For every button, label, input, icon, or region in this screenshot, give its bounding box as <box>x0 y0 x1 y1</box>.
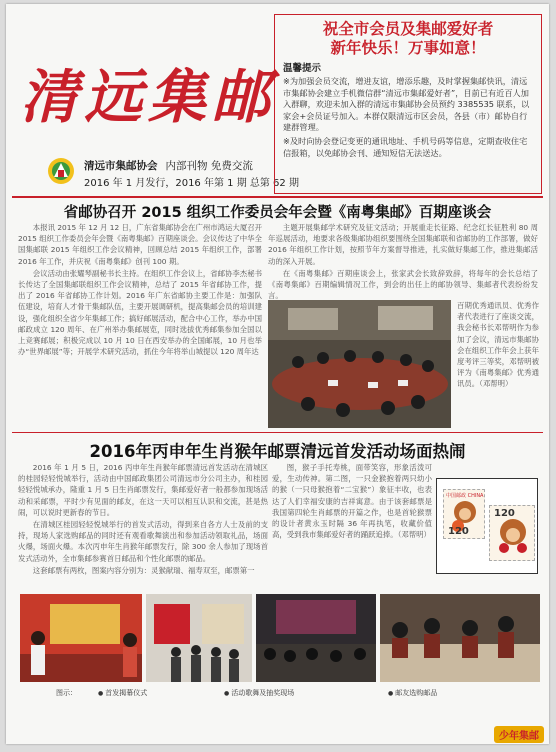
photo-performance <box>256 594 376 682</box>
article2-column-right <box>272 462 432 588</box>
article1-column-side <box>457 300 539 428</box>
photo-unveiling <box>146 594 252 682</box>
youth-philately-badge: 少年集邮 <box>494 726 544 743</box>
stamp-monkey-2 <box>489 505 535 561</box>
zodiac-stamp-set <box>436 478 538 574</box>
article1-column-right <box>268 222 538 301</box>
org-tagline: 内部刊物 免费交流 <box>165 160 253 172</box>
org-name: 清远市集邮协会 <box>84 160 158 172</box>
ceremony-photo-image <box>20 594 142 682</box>
masthead <box>6 4 549 194</box>
article2-paragraph: 在清城区桂园轻轻悦城举行的首发式活动，得到来自各方人士及前的支持，现场人家选购邮品的同时还有观看歌舞演出和参加活动领取礼品，场面火爆，场面火爆。本次丙申年生肖猴年邮票发行，除 300 余人参加了现场首发式活动外，全市集邮参赛首日邮品和个性化邮票的邮品。 <box>18 520 268 563</box>
new-year-greeting-line1: 祝全市会员及集邮爱好者 <box>322 19 494 38</box>
photo-buying-stamps <box>380 594 540 682</box>
association-logo-icon <box>46 156 76 186</box>
article2-paragraph: 这套邮票有两枚，图案内容分别为：灵猴献瑞、福寿双至，邮票第一 <box>32 565 255 575</box>
newsletter-title: 清远集邮 <box>20 63 277 131</box>
caption-ceremony: ● 首发揭幕仪式 <box>98 688 147 698</box>
article1-side-text: 百期优秀通讯员、优秀作者代表进行了座谈交流，我会秘书长邓帮明作为参加了会议，清远市集邮协会在组织工作年会上获年度考评三等奖，邓帮明被评为《南粤集邮》优秀通讯员。（邓帮明） <box>457 301 539 389</box>
article1-column-left <box>18 222 262 432</box>
caption-buying: ● 邮友选购邮品 <box>388 688 437 698</box>
notice-box <box>274 14 542 194</box>
performance-photo-image <box>256 594 376 682</box>
divider <box>12 196 543 198</box>
notice-item-address: ※及时向协会登记变更的通讯地址、手机号码等信息，定期查收住宅信报箱，以免邮协会刊、通知短信无法送达。 <box>283 135 528 158</box>
article1-headline: 省邮协召开 2015 组织工作委员会年会暨《南粤集邮》百期座谈会 <box>63 205 492 221</box>
buying-photo-image <box>380 594 540 682</box>
divider <box>12 432 543 433</box>
meeting-photo <box>268 300 451 428</box>
article1-paragraph: 会议活动由张耀琴副秘书长主持。在组织工作会议上，省邮协李杰秘书长传达了全国集邮联组织工作会议精神，总结了 2015 年省邮协工作，提出了 2016 年省邮协工作计划。2016 年广东省邮协主要工作是：加强队伍建设，培育人才骨干集邮队伍，主要开展调研机，提高集邮会员的培训建设，强化组织全省少年集邮工作；搞好邮展活动，配合中心工作，举办中国邮政成立 120 周年、在广州举办集邮展览，同时选拔优秀邮集参加全国以上竞赛邮展；积极完成以 10 月 10 日在西安举办的全国邮展，10 月也举办“世界邮展”等；开展学术研究活动，抓住今年将举山城提以 120 周年达 <box>18 268 262 357</box>
notice-title: 温馨提示 <box>283 63 322 74</box>
newsletter-page <box>6 4 549 744</box>
org-name-line <box>84 158 253 173</box>
meeting-photo-image <box>268 300 451 428</box>
article2-headline: 2016年丙申年生肖猴年邮票清远首发活动场面热闹 <box>89 442 466 461</box>
org-info <box>46 156 299 192</box>
article1-paragraph: 在《南粤集邮》百期座谈会上，张家武会长致辞致辞，将每年的会长总结了《南粤集邮》百期编辑情况工作，到会的出任上的邮协领导、集邮者代表纷纷发言。 <box>268 268 538 301</box>
article2-paragraph: 2016 年 1 月 5 日，2016 丙申年生肖猴年邮票清远首发活动在清城区的桂园轻轻悦城举行，活动由中国邮政集团公司清远市分公司主办，和桂园轻轻悦城承办，隆重 1 月 5 日生肖邮票发行，集邮爱好者一般都参加现场活动和采邮票，平时少有见面的邮友，在这一天可以相互认识和交流，甚是热闹，可以说时更新春的节日。 <box>18 463 268 517</box>
caption-prefix <box>56 688 77 698</box>
caption-performance: ● 活动歌舞及抽奖现场 <box>224 688 294 698</box>
issue-info: 2016 年 1 月发行，2016 年第 1 期 总第 62 期 <box>84 178 299 189</box>
stamp-monkey-1 <box>443 489 485 539</box>
article2-column-left <box>18 462 268 588</box>
photo-opening-ceremony <box>20 594 142 682</box>
stamp-denomination: 120 <box>494 508 515 519</box>
stamp-country-label: 中国邮政 CHINA <box>446 493 484 499</box>
unveiling-photo-image <box>146 594 252 682</box>
article2-paragraph: 图，猴子手托寿桃，面带笑容，形象活泼可爱，生动传神。第二图，一只金猴抱着两只幼小的猴（一只母猴抱着“二宝猴”）象征丰收，也表达了人们幸福安康的吉祥寓意。由于该套邮票是我国第四轮生肖邮票的开篇之作，也是首轮猴票的设计者黄永玉时隔 36 年再执笔，收藏价值高，受到我市集邮爱好者的踊跃追捧。（邓帮明） <box>272 463 432 540</box>
caption-prefix-text: 图示： <box>56 689 77 697</box>
article1-paragraph: 主题开展集邮学术研究及征文活动；开展重走长征路、纪念红长征胜利 80 周年巡展活动，地要求各级集邮协组织要围绕全国集邮联和省邮协的工作部署，做好 2016 年组织工作计划，按照节年方案督导推进，扎实做好集邮工作，推进集邮活动的深入开展。 <box>268 223 538 266</box>
article1-paragraph: 本报讯 2015 年 12 月 12 日，广东省集邮协会在广州市鸿运大厦召开 2015 组织工作委员会年会暨《南粤集邮》百期座谈会。会议传达了中华全国集邮联 2015 年组织工作会议精神，回顾总结 2015 年组织工作，部署 2016 年工作，并庆祝《南粤集邮》创刊 100 期。 <box>18 223 262 266</box>
new-year-greeting-line2: 新年快乐！万事如意！ <box>330 38 486 57</box>
stamp-denomination: 120 <box>448 526 469 537</box>
notice-item-wechat: ※为加强会员交流，增进友谊，增添乐趣，及时掌握集邮快讯，清远市集邮协会建立手机微信群“清远市集邮爱好者”，目前已有近百人加入群聊，欢迎未加入群的清远市集邮协会员预约 3385535 联系，以家会+会员证号加入。本群仅限清远市区会员，各县（市）邮协自行建群管理。 <box>283 76 530 133</box>
